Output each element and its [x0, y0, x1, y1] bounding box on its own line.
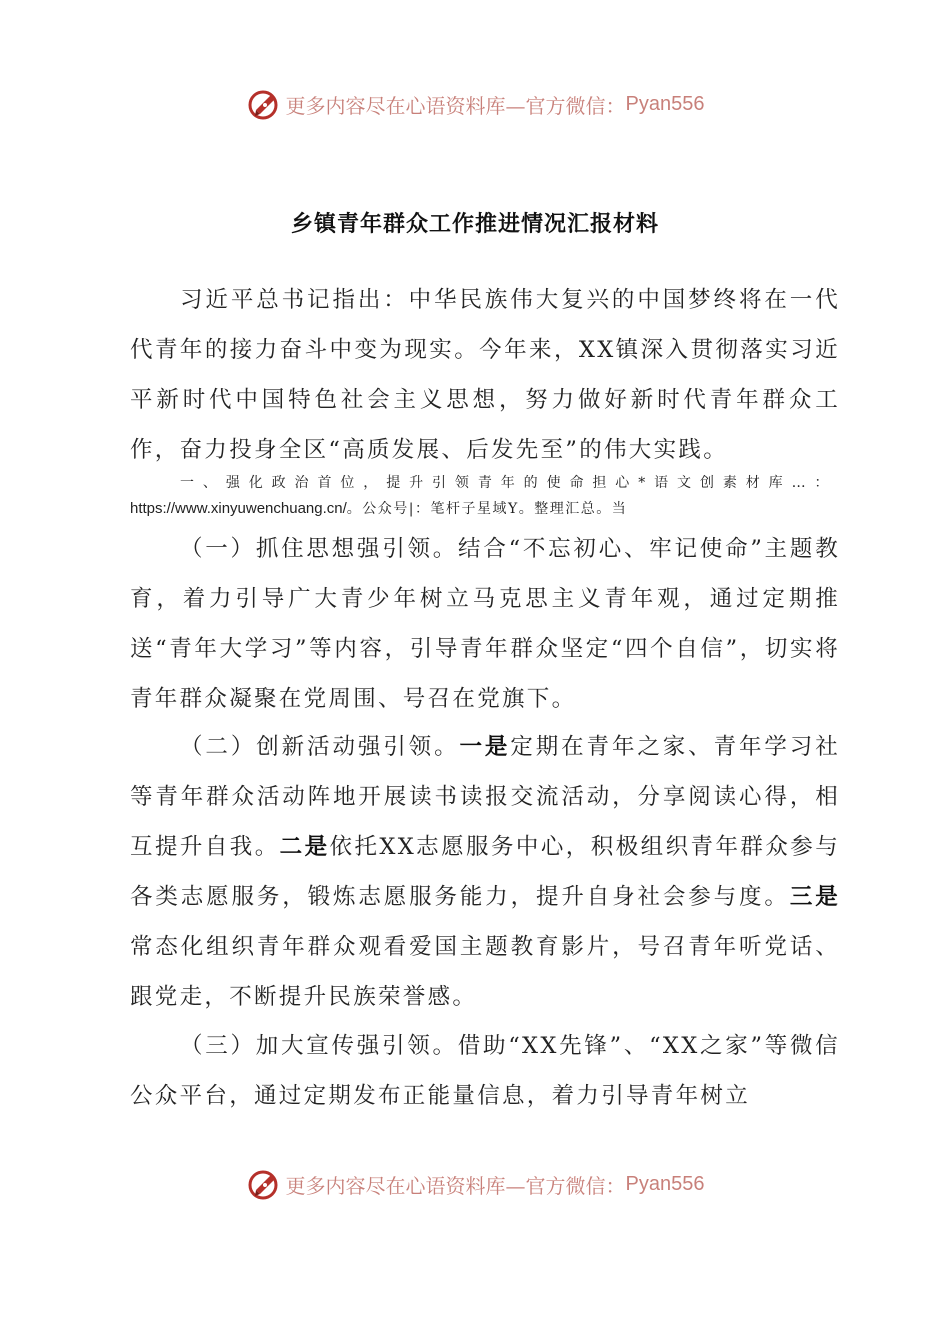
- banner-wechat-handle: Pyan556: [625, 1172, 705, 1195]
- document-title: 乡镇青年群众工作推进情况汇报材料: [290, 211, 659, 237]
- section-heading-url-part1: https://: [130, 500, 176, 517]
- paragraph-two-part-a: 定期在青年之家、青年学习社等青年群众活动阵地开展读书读报交流活动，分享阅读心得，相互提升自我。: [130, 734, 840, 860]
- section-heading-url-part2: www.xinyuwenchuang.cn/: [175, 500, 347, 517]
- section-heading-text: 一、强化政治首位，提升引领青年的使命担心*语文创素材库…：: [180, 475, 830, 491]
- footer-banner: [0, 1162, 950, 1206]
- banner-brand-text: 更多内容尽在心语资料库—官方微信：: [285, 93, 626, 118]
- paragraph-three: （三）加大宣传强引领。借助“XX先锋”、“XX之家”等微信公众平台，通过定期发布正能量信息，着力引导青年树立: [130, 1033, 840, 1109]
- banner-wechat-handle: Pyan556: [625, 92, 705, 115]
- keyword-first: 一是: [459, 734, 511, 760]
- section-heading-one: [130, 470, 830, 522]
- section-heading-tail: 。公众号|：笔杆子星域Y。整理汇总。当: [346, 501, 628, 517]
- paragraph-one: （一）抓住思想强引领。结合“不忘初心、牢记使命”主题教育，着力引导广大青少年树立马克思主义青年观，通过定期推送“青年大学习”等内容，引导青年群众坚定“四个自信”，切实将青年群众凝聚在党周围、号召在党旗下。: [130, 536, 840, 712]
- pen-logo-icon: [246, 1166, 282, 1202]
- paragraph-two-part-b: 依托XX志愿服务中心，积极组织青年群众参与各类志愿服务，锻炼志愿服务能力，提升自身社会参与度。: [130, 834, 840, 910]
- paragraph-two: [130, 722, 840, 1022]
- paragraph-two-lead: （二）创新活动强引领。: [180, 734, 460, 760]
- banner-brand-text: 更多内容尽在心语资料库—官方微信：: [285, 1173, 626, 1198]
- pen-logo-icon: [246, 86, 282, 122]
- keyword-second: 二是: [279, 834, 330, 860]
- header-banner: [0, 82, 950, 126]
- keyword-third: 三是: [789, 884, 840, 910]
- intro-paragraph: 习近平总书记指出：中华民族伟大复兴的中国梦终将在一代代青年的接力奋斗中变为现实。今年来，XX镇深入贯彻落实习近平新时代中国特色社会主义思想，努力做好新时代青年群众工作，奋力投身全区“高质发展、后发先至”的伟大实践。: [130, 287, 840, 463]
- paragraph-two-part-c: 常态化组织青年群众观看爱国主题教育影片，号召青年听党话、跟党走，不断提升民族荣誉感。: [130, 934, 840, 1010]
